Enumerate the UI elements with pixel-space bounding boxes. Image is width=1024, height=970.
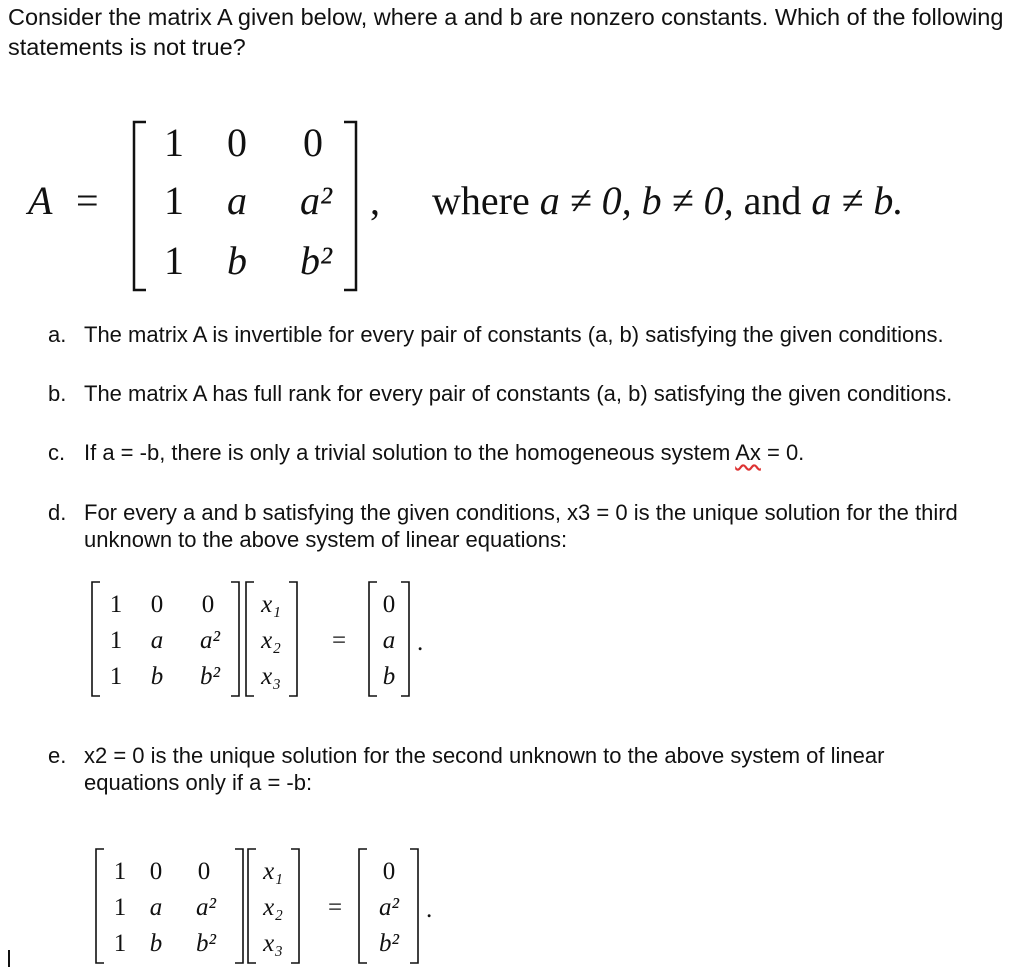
coef-entry: 1 [109,627,123,654]
matrix-entry: b² [300,238,332,283]
coef-entry: 0 [197,858,211,885]
coef-entry: b² [196,930,216,957]
system-e-equation [84,845,484,970]
coef-entry: b [149,930,163,957]
coef-entry: 1 [113,894,127,921]
coef-entry: b [150,663,164,690]
coef-entry: a [150,627,164,654]
option-b[interactable] [48,380,998,440]
option-label: e. [48,743,67,768]
matrix-name: A [28,178,53,223]
option-d[interactable] [48,499,998,559]
option-text: x2 = 0 is the unique solution for the second unknown to the above system of linear equations only if a = -b: [84,743,885,795]
coef-right-bracket [235,849,243,963]
unknown-entry: x₃ [261,663,281,690]
spellcheck-underline: Ax [735,440,761,465]
coef-left-bracket [92,582,100,696]
matrix-entry: a² [300,178,332,223]
matrix-entry: 1 [164,120,184,165]
equals-sign: = [76,178,99,223]
matrix-entry: b [227,238,247,283]
system-d-equation [80,578,480,703]
unknown-entry: x₁ [261,591,281,618]
option-c[interactable] [48,439,998,469]
unknowns-left-bracket [246,582,254,696]
equals-sign: = [331,627,347,654]
unknowns-left-bracket [248,849,256,963]
unknown-entry: x₂ [263,894,283,921]
matrix-right-bracket [344,122,356,290]
coef-entry: 0 [149,858,163,885]
coef-entry: 0 [150,591,164,618]
coef-entry: 0 [201,591,215,618]
rhs-left-bracket [369,582,377,696]
rhs-entry: b [382,663,396,690]
matrix-entry: 0 [227,120,247,165]
unknown-entry: x₁ [263,858,283,885]
rhs-entry: 0 [382,591,396,618]
matrix-a-definition [0,110,1024,300]
option-text: The matrix A is invertible for every pair of constants (a, b) satisfying the given conditions. [84,322,944,347]
rhs-right-bracket [410,849,418,963]
matrix-entry: 1 [164,238,184,283]
option-text: The matrix A has full rank for every pair of constants (a, b) satisfying the given conditions. [84,381,953,406]
rhs-left-bracket [359,849,367,963]
period: . [426,896,433,923]
rhs-entry: b² [379,930,399,957]
option-text: For every a and b satisfying the given conditions, x3 = 0 is the unique solution for the third unknown to the above system of linear equations: [84,500,958,552]
coef-entry: 1 [113,858,127,885]
matrix-entry: a [227,178,247,223]
coef-entry: 1 [113,930,127,957]
coef-entry: 1 [109,591,123,618]
text-cursor [8,950,10,967]
coef-entry: a² [200,627,220,654]
coef-entry: 1 [109,663,123,690]
rhs-right-bracket [401,582,409,696]
period: . [417,629,424,656]
option-a[interactable] [48,321,998,381]
unknowns-right-bracket [289,582,297,696]
matrix-left-bracket [134,122,146,290]
rhs-entry: 0 [382,858,396,885]
matrix-entry: 0 [303,120,323,165]
coef-right-bracket [231,582,239,696]
unknown-entry: x₃ [263,930,283,957]
unknown-entry: x₂ [261,627,281,654]
coef-left-bracket [96,849,104,963]
coef-entry: b² [200,663,220,690]
matrix-entry: 1 [164,178,184,223]
option-e[interactable] [48,742,998,802]
option-label: d. [48,500,67,525]
coef-entry: a [149,894,163,921]
comma: , [370,178,380,223]
equals-sign: = [327,894,343,921]
coef-entry: a² [196,894,216,921]
option-label: a. [48,322,67,347]
question-text: Consider the matrix A given below, where a and b are nonzero constants. Which of the following statements is not true? [8,4,1004,60]
rhs-entry: a [382,627,396,654]
option-label: c. [48,440,66,465]
unknowns-right-bracket [291,849,299,963]
condition-text: where a ≠ 0, b ≠ 0, and a ≠ b. [432,178,904,223]
option-text: If a = -b, there is only a trivial solution to the homogeneous system Ax = 0. [84,440,805,465]
rhs-entry: a² [379,894,399,921]
option-label: b. [48,381,67,406]
